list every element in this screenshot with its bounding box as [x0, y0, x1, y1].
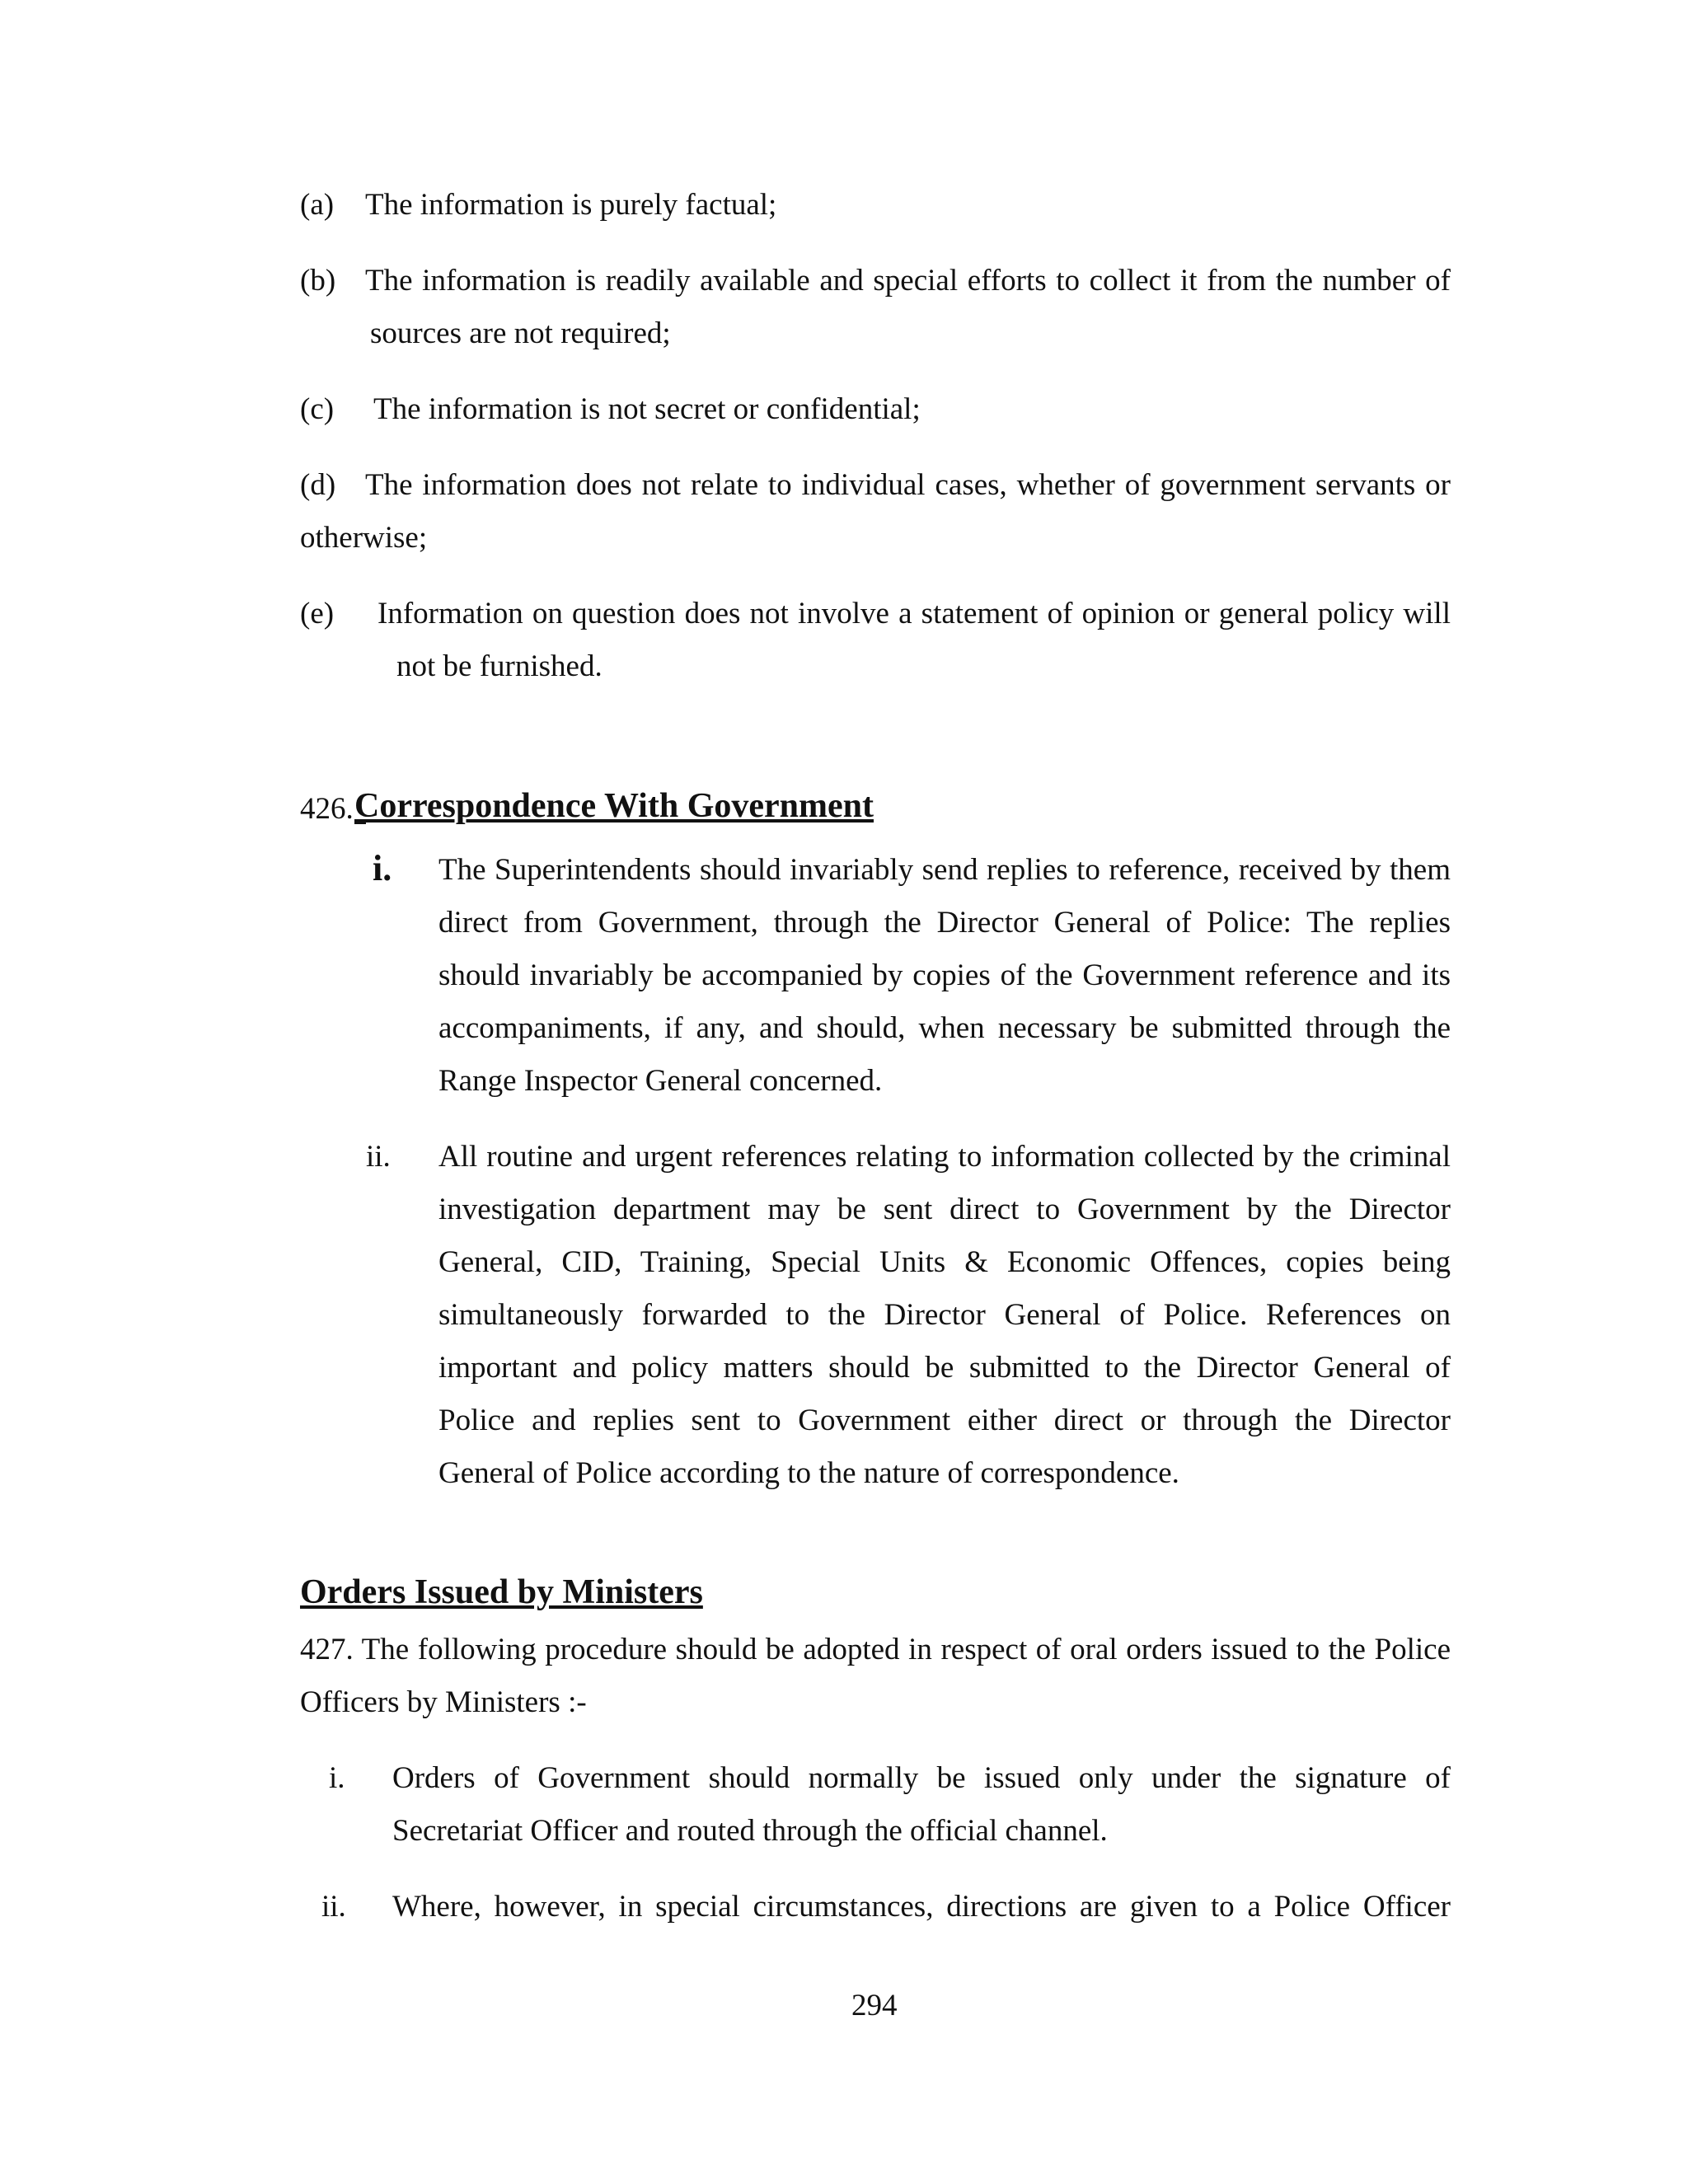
list-item-a-line-1: The information is purely factual; [365, 188, 777, 222]
list-item-e-line-1: Information on question does not involve a statement of opinion or general policy will [377, 597, 1451, 630]
section-426-item-ii-line-6: Police and replies sent to Government either direct or through the Director [438, 1404, 1451, 1437]
section-426-item-i-line-3: should invariably be accompanied by copies of the Government reference and its [438, 958, 1451, 992]
section-426-item-i-line-5: Range Inspector General concerned. [438, 1064, 883, 1098]
section-427-item-i-marker: i. [329, 1761, 345, 1795]
section-427-intro-line-1: 427. The following procedure should be adopted in respect of oral orders issued to the Police [300, 1633, 1451, 1666]
section-426-item-ii-line-1: All routine and urgent references relating to information collected by the criminal [438, 1140, 1451, 1174]
section-427-item-ii-marker: ii. [321, 1890, 346, 1924]
section-426-item-ii-line-7: General of Police according to the nature of correspondence. [438, 1456, 1179, 1490]
list-item-d-line-1: The information does not relate to individual cases, whether of government servants or [365, 468, 1451, 502]
section-426-item-ii-line-4: simultaneously forwarded to the Director General of Police. References on [438, 1298, 1451, 1332]
section-427-heading: Orders Issued by Ministers [300, 1573, 703, 1611]
section-426-underline-lead [354, 823, 366, 824]
section-426-item-i-marker: i. [373, 848, 392, 888]
list-marker-e: (e) [300, 597, 335, 630]
list-item-d-line-2: otherwise; [300, 521, 428, 555]
section-426-item-i-line-4: accompaniments, if any, and should, when necessary be submitted through the [438, 1011, 1451, 1045]
section-426-title: Correspondence With Government [354, 787, 874, 825]
list-marker-a: (a) [300, 188, 335, 222]
section-426-item-ii-line-5: important and policy matters should be submitted to the Director General of [438, 1351, 1451, 1385]
page-number: 294 [851, 1989, 898, 2022]
section-427-item-i-line-2: Secretariat Officer and routed through the official channel. [392, 1814, 1108, 1848]
list-marker-c: (c) [300, 392, 335, 426]
section-426-item-i-line-2: direct from Government, through the Director General of Police: The replies [438, 906, 1451, 940]
section-427-item-i-line-1: Orders of Government should normally be issued only under the signature of [392, 1761, 1451, 1795]
section-426-item-i-line-1: The Superintendents should invariably send replies to reference, received by them [438, 853, 1451, 887]
list-item-e-line-2: not be furnished. [396, 649, 603, 683]
section-426-item-ii-line-3: General, CID, Training, Special Units & Economic Offences, copies being [438, 1245, 1451, 1279]
list-marker-b: (b) [300, 264, 336, 298]
section-426-number: 426. [300, 792, 354, 826]
list-item-b-line-2: sources are not required; [370, 316, 671, 350]
section-426-item-ii-line-2: investigation department may be sent direct to Government by the Director [438, 1193, 1451, 1226]
section-426-item-ii-marker: ii. [366, 1140, 391, 1174]
section-427-item-ii-line-1: Where, however, in special circumstances, directions are given to a Police Officer [392, 1890, 1451, 1924]
section-427-intro-line-2: Officers by Ministers :- [300, 1685, 587, 1719]
list-item-b-line-1: The information is readily available and special efforts to collect it from the number of [365, 264, 1451, 298]
list-marker-d: (d) [300, 468, 336, 502]
list-item-c-line-1: The information is not secret or confidential; [373, 392, 921, 426]
